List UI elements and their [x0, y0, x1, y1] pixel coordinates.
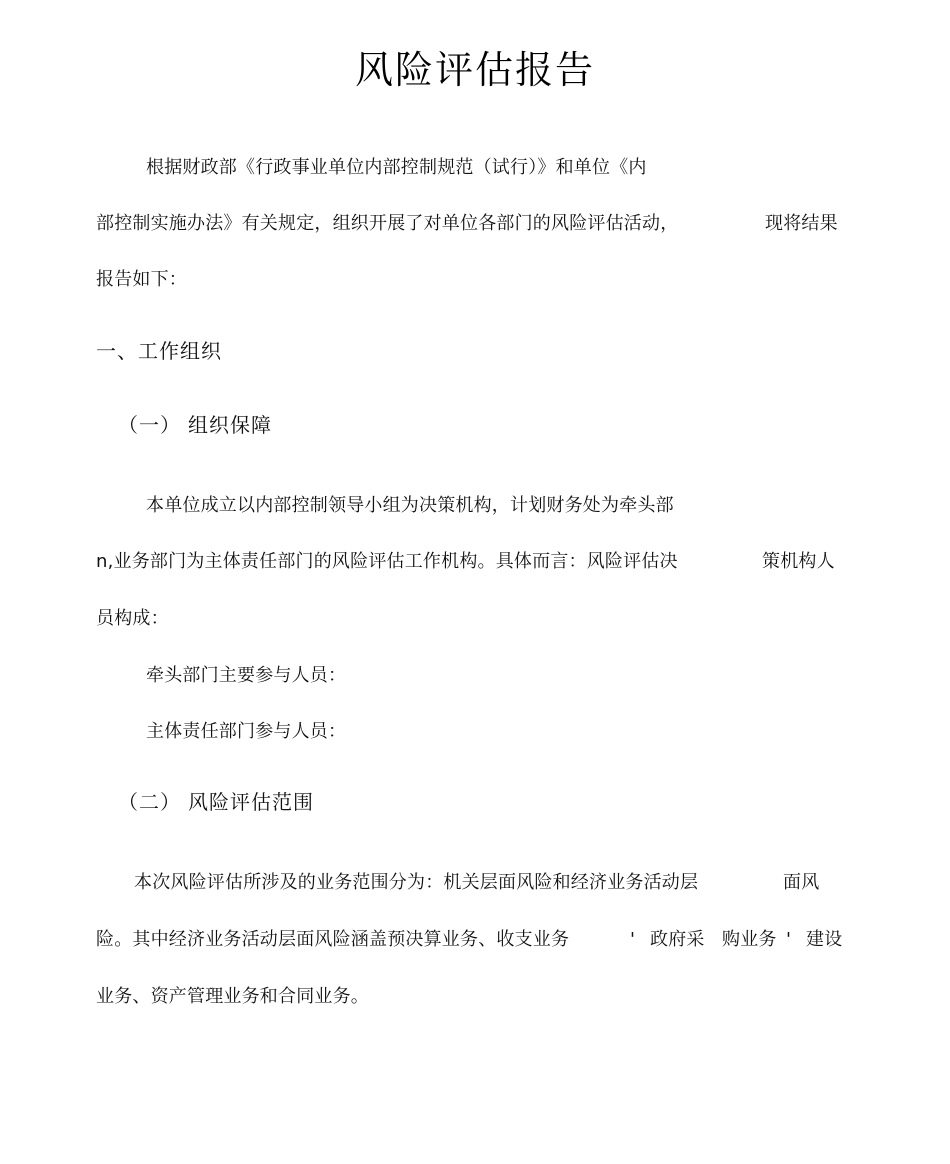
intro-line-2-end: 现将结果: [765, 213, 838, 234]
main-dept-participants: 主体责任部门参与人员：: [146, 721, 347, 742]
intro-line-3: 报告如下：: [96, 269, 187, 290]
subsection-title-assessment-scope: 风险评估范围: [188, 790, 314, 814]
page-title: 风险评估报告: [354, 48, 595, 92]
scope-quote-mark-2: ': [786, 929, 792, 950]
org-paragraph-line-2: n,业务部门为主体责任部门的风险评估工作机构。具体而言：风险评估决: [96, 551, 678, 572]
subsection-number-1: （一）: [118, 413, 181, 437]
org-paragraph-line-3: 员构成：: [96, 608, 169, 629]
scope-paragraph-line-2-part: 购业务: [722, 929, 777, 950]
scope-paragraph-line-2-end: 建设: [806, 929, 843, 950]
intro-line-2: 部控制实施办法》有关规定，组织开展了对单位各部门的风险评估活动，: [96, 213, 679, 234]
org-paragraph-line-2-end: 策机构人: [762, 551, 835, 572]
scope-paragraph-line-1: 本次风险评估所涉及的业务范围分为：机关层面风险和经济业务活动层: [134, 872, 699, 893]
scope-paragraph-line-1-end: 面风: [783, 872, 820, 893]
section-heading-work-organization: 一、工作组织: [96, 339, 222, 363]
org-paragraph-line-1: 本单位成立以内部控制领导小组为决策机构，计划财务处为牵头部: [146, 495, 674, 516]
scope-paragraph-line-2: 险。其中经济业务活动层面风险涵盖预决算业务、收支业务: [96, 929, 570, 950]
scope-quote-mark-1: ': [630, 929, 636, 950]
subsection-number-2: （二）: [118, 790, 181, 814]
scope-paragraph-line-3: 业务、资产管理业务和合同业务。: [96, 986, 369, 1007]
subsection-title-org-guarantee: 组织保障: [188, 413, 272, 437]
scope-paragraph-line-2-part: 政府采: [650, 929, 705, 950]
intro-line-1: 根据财政部《行政事业单位内部控制规范（试行）》和单位《内: [146, 157, 647, 178]
lead-dept-participants: 牵头部门主要参与人员：: [146, 665, 347, 686]
